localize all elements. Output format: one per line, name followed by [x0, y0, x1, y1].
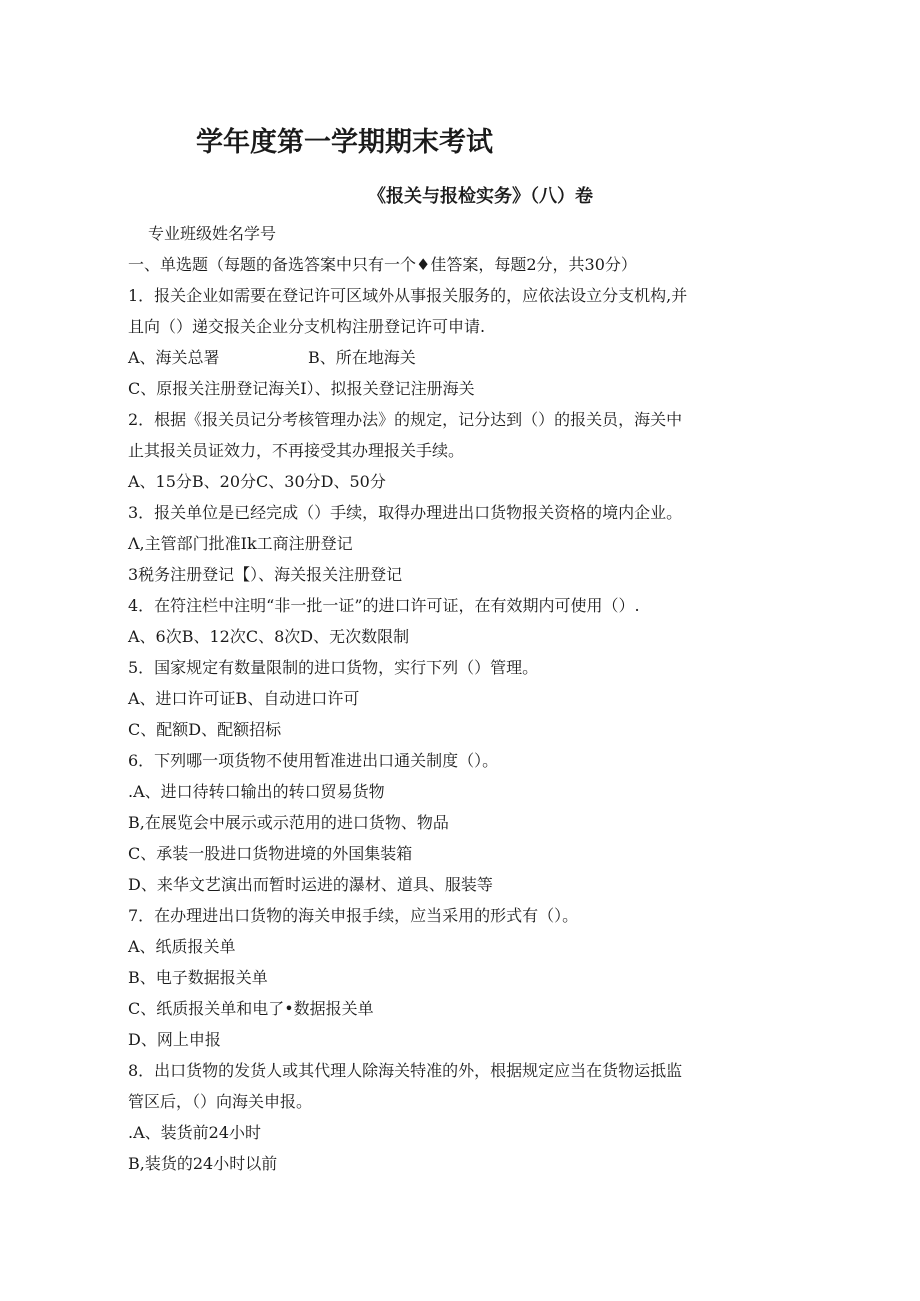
exam-subtitle: 《报关与报检实务》（八）卷 [368, 186, 593, 207]
question-1-line-2: 且向（）递交报关企业分支机构注册登记许可申请. [128, 317, 486, 336]
question-4-line-1: 4．在符注栏中注明“非一批一证”的进口许可证，在有效期内可使用（）. [128, 596, 640, 615]
section-heading: 一、单选题（每题的备选答案中只有一个♦佳答案，每题2分，共30分） [128, 255, 637, 274]
student-info-line: 专业班级姓名学号 [148, 224, 277, 243]
question-4-options: A、6次B、12次C、8次D、无次数限制 [128, 627, 410, 646]
question-6-line-1: 6．下列哪一项货物不使用暂准进出口通关制度（）。 [128, 751, 499, 770]
question-8-option-a: .A、装货前24小时 [128, 1123, 262, 1142]
question-6-option-d: D、来华文艺演出而暂时运进的瀑材、道具、服装等 [128, 875, 493, 894]
question-8-line-2: 管区后，（）向海关申报。 [128, 1092, 313, 1111]
question-7-option-b: B、电子数据报关单 [128, 968, 268, 987]
question-1-option-b: B、所在地海关 [308, 348, 416, 367]
question-8-line-1: 8．出口货物的发货人或其代理人除海关特准的外，根据规定应当在货物运抵监 [128, 1061, 683, 1080]
question-6-option-a: .A、进口待转口输出的转口贸易货物 [128, 782, 385, 801]
question-7-line-1: 7．在办理进出口货物的海关申报手续，应当采用的形式有（）。 [128, 906, 579, 925]
question-2-line-2: 止其报关员证效力，不再接受其办理报关手续。 [128, 441, 465, 460]
question-5-options-2: C、配额D、配额招标 [128, 720, 282, 739]
question-6-option-b: B,在展览会中展示或示范用的进口货物、物品 [128, 813, 449, 832]
question-7-option-a: A、纸质报关单 [128, 937, 236, 956]
question-1-line-1: 1．报关企业如需要在登记许可区域外从事报关服务的，应依法设立分支机构,并 [128, 286, 688, 305]
exam-title: 学年度第一学期期末考试 [196, 127, 493, 158]
question-1-option-a: A、海关总署 [128, 348, 220, 367]
question-1-options-cd: C、原报关注册登记海关I）、拟报关登记注册海关 [128, 379, 475, 398]
question-2-options: A、15分B、20分C、30分D、50分 [128, 472, 386, 491]
question-3-options-2: 3税务注册登记【）、海关报关注册登记 [128, 565, 403, 584]
question-8-option-b: B,装货的24小时以前 [128, 1154, 278, 1173]
question-2-line-1: 2．根据《报关员记分考核管理办法》的规定，记分达到（）的报关员，海关中 [128, 410, 683, 429]
question-3-options-1: Λ,主管部门批准Ik工商注册登记 [128, 534, 353, 553]
question-7-option-c: C、纸质报关单和电了•数据报关单 [128, 999, 374, 1018]
question-5-options-1: A、进口许可证B、自动进口许可 [128, 689, 360, 708]
question-5-line-1: 5．国家规定有数量限制的进口货物，实行下列（）管理。 [128, 658, 539, 677]
question-6-option-c: C、承装一股进口货物进境的外国集装箱 [128, 844, 413, 863]
exam-body [128, 218, 808, 1179]
question-3-line-1: 3．报关单位是已经完成（）手续，取得办理进出口货物报关资格的境内企业。 [128, 503, 683, 522]
question-1-options-ab [128, 342, 808, 373]
question-7-option-d: D、网上申报 [128, 1030, 221, 1049]
